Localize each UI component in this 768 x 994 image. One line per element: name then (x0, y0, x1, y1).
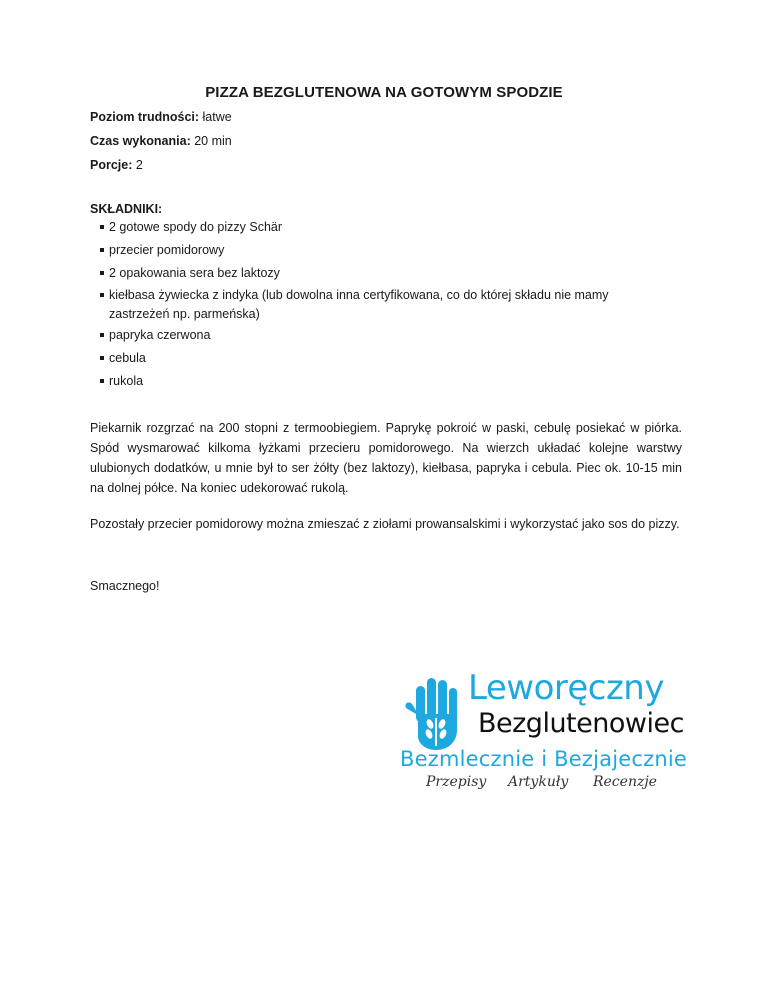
ingredient-text: kiełbasa żywiecka z indyka (lub dowolna inna certyfikowana, co do której składu nie mamy (109, 288, 609, 302)
note-paragraph: Pozostały przecier pomidorowy można zmieszać z ziołami prowansalskimi i wykorzystać jako sos do pizzy. (90, 517, 680, 531)
ingredient-text-continued: zastrzeżeń np. parmeńska) (109, 307, 260, 321)
bullet-icon (100, 225, 104, 229)
ingredient-item (100, 218, 680, 237)
link-articles[interactable]: Artykuły (508, 774, 569, 790)
ingredient-item (100, 372, 680, 391)
ingredient-text: cebula (109, 351, 146, 365)
ingredient-item (100, 264, 680, 283)
portions-value: 2 (135, 158, 143, 172)
ingredient-text: przecier pomidorowy (109, 243, 225, 257)
link-reviews[interactable]: Recenzje (593, 774, 657, 790)
link-recipes[interactable]: Przepisy (426, 774, 487, 790)
portions-label: Porcje: (90, 158, 133, 172)
page-title: PIZZA BEZGLUTENOWA NA GOTOWYM SPODZIE (205, 84, 563, 101)
ingredient-item (100, 349, 680, 368)
bullet-icon (100, 271, 104, 275)
ingredient-text: rukola (109, 374, 144, 388)
ingredient-item (100, 241, 680, 260)
portions-row (90, 158, 143, 172)
ingredient-item (100, 326, 680, 345)
hand-logo-icon (402, 674, 464, 752)
brand-tagline: Bezmlecznie i Bezjajecznie (400, 747, 688, 771)
time-value: 20 min (194, 134, 232, 148)
ingredients-heading: SKŁADNIKI: (90, 202, 163, 216)
bullet-icon (100, 379, 104, 383)
brand-name-line2: Bezglutenowiec (478, 708, 684, 739)
ingredient-text: 2 gotowe spody do pizzy Schär (109, 220, 283, 234)
ingredient-text: 2 opakowania sera bez laktozy (109, 266, 280, 280)
ingredient-item (100, 286, 680, 324)
brand-name-line1: Leworęczny (468, 668, 664, 708)
difficulty-row (90, 110, 232, 124)
bullet-icon (100, 333, 104, 337)
ingredient-text: papryka czerwona (109, 328, 211, 342)
brand-logo (398, 668, 688, 800)
difficulty-value: łatwe (202, 110, 232, 124)
bullet-icon (100, 293, 104, 297)
bullet-icon (100, 248, 104, 252)
bullet-icon (100, 356, 104, 360)
time-row (90, 134, 232, 148)
time-label: Czas wykonania: (90, 134, 191, 148)
instructions-paragraph: Piekarnik rozgrzać na 200 stopni z termoobiegiem. Paprykę pokroić w paski, cebulę posiekać w piórka. Spód wysmarować kilkoma łyżkami przecieru pomidorowego. Na wierzch układać kolejne warstwy ulubionych dodatków, u mnie był to ser żółty (bez laktozy), kiełbasa, papryka i cebula. Piec ok. 10-15 min na dolnej półce. Na koniec udekorować rukolą. (90, 421, 682, 495)
difficulty-label: Poziom trudności: (90, 110, 200, 124)
closing-text: Smacznego! (90, 579, 160, 593)
